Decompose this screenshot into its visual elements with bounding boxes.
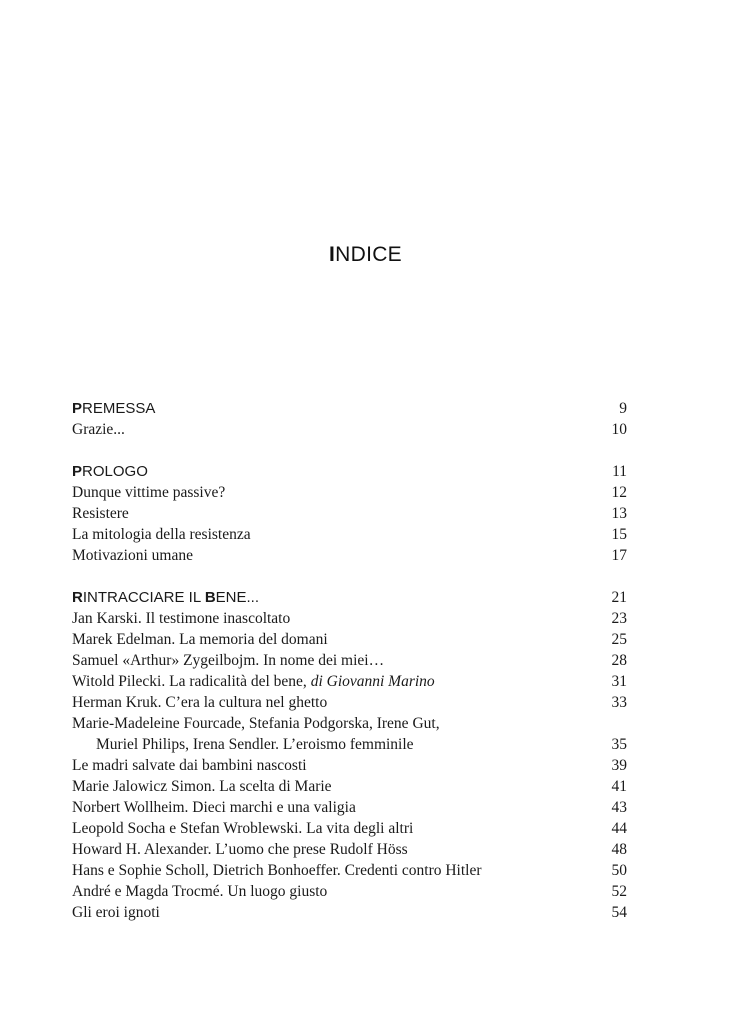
toc-page-number: 35 xyxy=(611,736,627,753)
heading-text: ROLOGO xyxy=(82,463,148,480)
toc-entry[interactable] xyxy=(72,797,627,818)
heading-initial: P xyxy=(72,400,83,417)
toc-entry[interactable] xyxy=(72,503,627,524)
toc-page-number: 41 xyxy=(611,778,627,795)
toc-entry[interactable] xyxy=(72,881,627,902)
toc-entry-title: Herman Kruk. C’era la cultura nel ghetto xyxy=(72,694,328,711)
heading-text: INTRACCIARE IL xyxy=(82,589,205,606)
heading-initial: B xyxy=(204,589,216,606)
toc-page-number: 21 xyxy=(611,589,627,606)
toc-page-number: 54 xyxy=(611,904,627,921)
toc-entry-title: Norbert Wollheim. Dieci marchi e una valigia xyxy=(72,799,356,816)
toc-page-number: 39 xyxy=(611,757,627,774)
toc-page-number: 15 xyxy=(611,526,627,543)
toc-entry-title: Resistere xyxy=(72,505,129,522)
toc-entry-title: Dunque vittime passive? xyxy=(72,484,226,501)
toc-entry-title: Marie Jalowicz Simon. La scelta di Marie xyxy=(72,778,332,795)
toc-entry-title-text: Witold Pilecki. La radicalità del bene, xyxy=(72,673,311,690)
toc-entry-continuation[interactable] xyxy=(72,734,627,755)
toc-entry-first-line[interactable] xyxy=(72,713,627,734)
toc-section-premessa xyxy=(72,398,627,440)
toc-entry-title: Marie-Madeleine Fourcade, Stefania Podgorska, Irene Gut, xyxy=(72,715,440,732)
toc-entry[interactable] xyxy=(72,902,627,923)
toc-page-number: 11 xyxy=(612,463,627,480)
toc-entry[interactable] xyxy=(72,839,627,860)
toc-entry-title: Le madri salvate dai bambini nascosti xyxy=(72,757,307,774)
heading-text: REMESSA xyxy=(82,400,156,417)
toc-entry[interactable] xyxy=(72,524,627,545)
toc-entry-title-continuation: Muriel Philips, Irena Sendler. L’eroismo femminile xyxy=(96,736,414,753)
toc-entry[interactable] xyxy=(72,608,627,629)
page-title-rest: NDICE xyxy=(335,243,402,266)
toc-entry-title: Leopold Socha e Stefan Wroblewski. La vita degli altri xyxy=(72,820,414,837)
toc-page-number: 25 xyxy=(611,631,627,648)
toc-heading[interactable] xyxy=(72,587,627,608)
heading-initial: R xyxy=(72,589,83,606)
table-of-contents xyxy=(72,398,627,944)
toc-heading[interactable] xyxy=(72,461,627,482)
toc-page-number: 23 xyxy=(611,610,627,627)
toc-entry[interactable] xyxy=(72,818,627,839)
toc-entry-title: La mitologia della resistenza xyxy=(72,526,251,543)
toc-entry-title: Samuel «Arthur» Zygeilbojm. In nome dei miei… xyxy=(72,652,385,669)
toc-entry-title: Gli eroi ignoti xyxy=(72,904,160,921)
toc-entry[interactable] xyxy=(72,629,627,650)
toc-entry-title: André e Magda Trocmé. Un luogo giusto xyxy=(72,883,328,900)
toc-entry[interactable] xyxy=(72,545,627,566)
toc-entry-author: di Giovanni Marino xyxy=(310,673,435,690)
toc-page-number: 12 xyxy=(611,484,627,501)
toc-section-prologo xyxy=(72,461,627,566)
toc-page-number: 9 xyxy=(619,400,627,417)
toc-heading-title xyxy=(72,398,155,419)
toc-entry-title: Hans e Sophie Scholl, Dietrich Bonhoeffer. Credenti contro Hitler xyxy=(72,862,482,879)
toc-entry[interactable] xyxy=(72,482,627,503)
toc-entry[interactable] xyxy=(72,419,627,440)
toc-entry[interactable] xyxy=(72,692,627,713)
toc-page-number: 48 xyxy=(611,841,627,858)
toc-entry[interactable] xyxy=(72,755,627,776)
toc-page-number: 10 xyxy=(611,421,627,438)
page-title xyxy=(0,243,731,267)
toc-entry[interactable] xyxy=(72,650,627,671)
toc-page-number: 13 xyxy=(611,505,627,522)
toc-heading-title xyxy=(72,587,259,608)
page-title-initial: I xyxy=(329,243,336,266)
toc-entry-title: Motivazioni umane xyxy=(72,547,193,564)
toc-page-number: 28 xyxy=(611,652,627,669)
toc-heading-title xyxy=(72,461,148,482)
toc-entry-title: Howard H. Alexander. L’uomo che prese Rudolf Höss xyxy=(72,841,408,858)
toc-page-number: 43 xyxy=(611,799,627,816)
heading-initial: P xyxy=(72,463,83,480)
toc-entry[interactable] xyxy=(72,860,627,881)
toc-section-rintracciare xyxy=(72,587,627,923)
toc-page-number: 33 xyxy=(611,694,627,711)
toc-page-number: 52 xyxy=(611,883,627,900)
heading-text: ENE... xyxy=(215,589,260,606)
toc-entry[interactable] xyxy=(72,776,627,797)
toc-page-number: 50 xyxy=(611,862,627,879)
toc-entry[interactable] xyxy=(72,671,627,692)
toc-entry-title: Jan Karski. Il testimone inascoltato xyxy=(72,610,291,627)
toc-entry-title: Marek Edelman. La memoria del domani xyxy=(72,631,328,648)
toc-entry-title xyxy=(72,671,435,692)
toc-page-number: 17 xyxy=(611,547,627,564)
toc-page-number: 31 xyxy=(611,673,627,690)
toc-entry-title: Grazie... xyxy=(72,421,125,438)
toc-heading[interactable] xyxy=(72,398,627,419)
toc-page-number: 44 xyxy=(611,820,627,837)
